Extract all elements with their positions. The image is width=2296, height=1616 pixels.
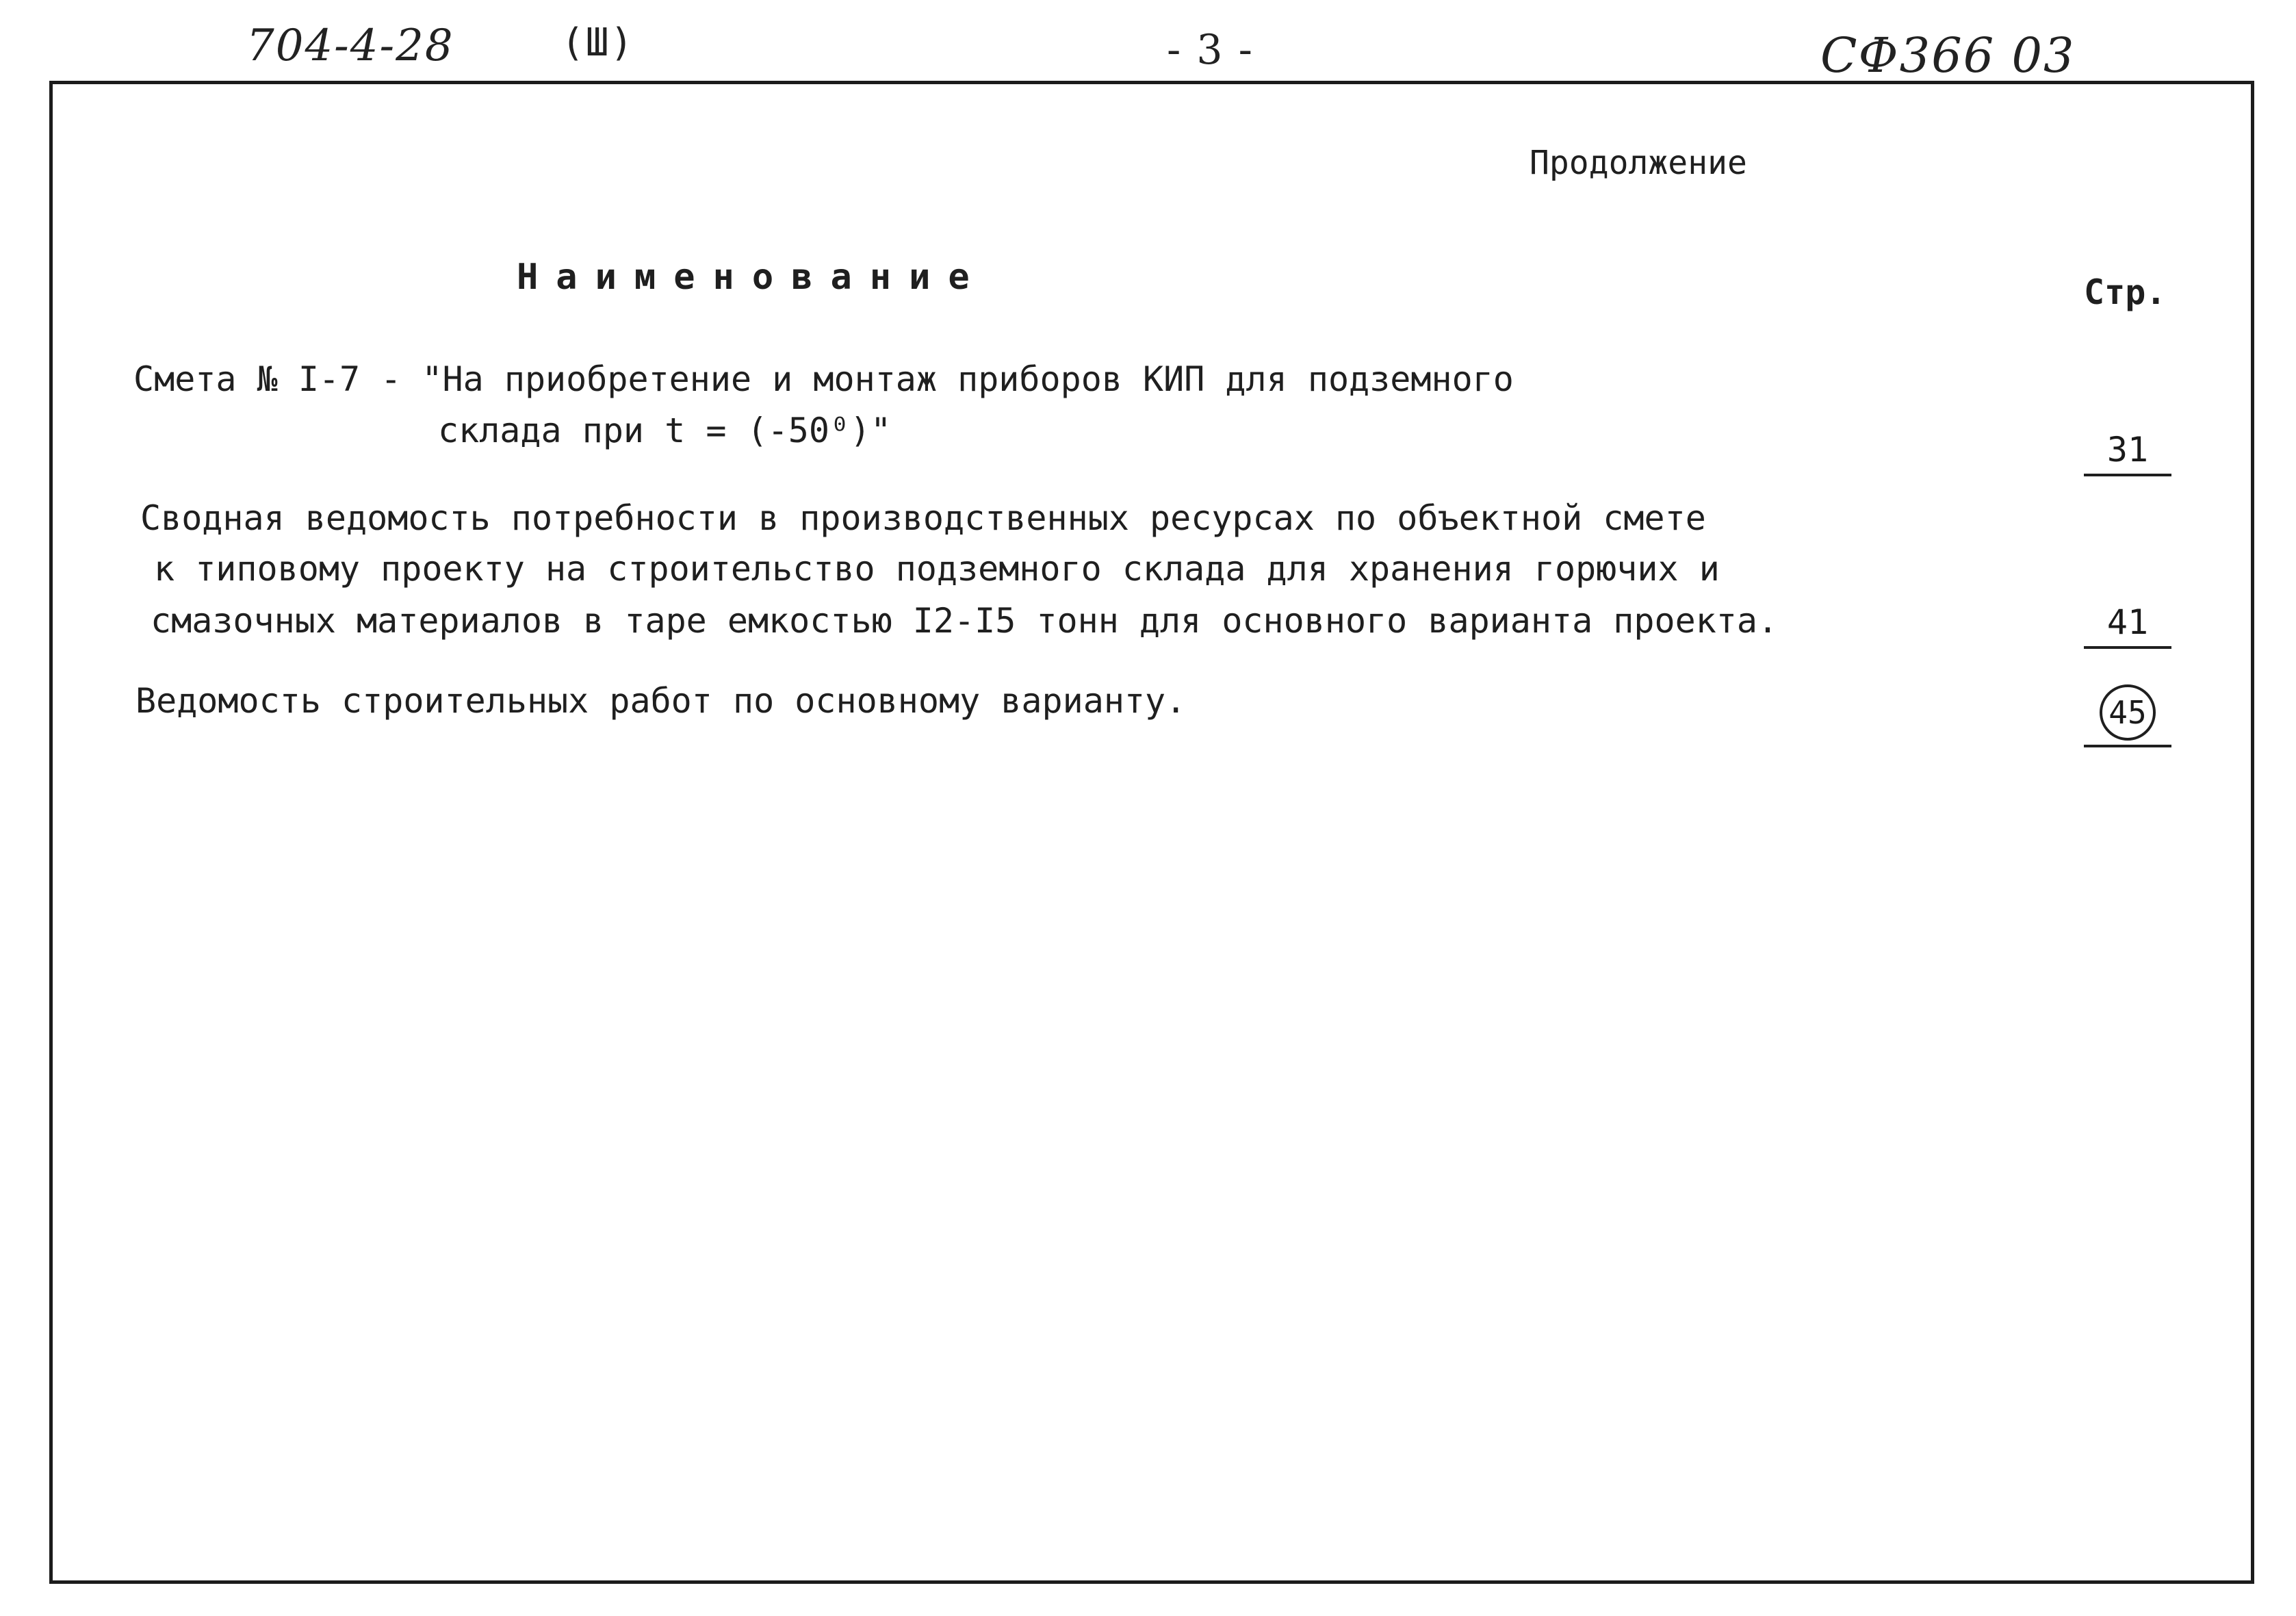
entry-3-page [2084, 684, 2171, 747]
entry-2-line-2: к типовому проекту на строительство подземного склада для хранения горючих и [154, 549, 1720, 589]
doc-stamp-code: СФ366 03 [1820, 27, 2076, 84]
doc-code: 704-4-28 [246, 21, 454, 71]
entry-2-line-3: смазочных материалов в таре емкостью I2-I5 тонн для основного варианта проекта. [151, 601, 1779, 641]
circled-page-number: 45 [2100, 684, 2156, 741]
entry-1-line-2: склада при t = (-50⁰)" [438, 411, 892, 450]
entry-3-line-1: Ведомость строительных работ по основному варианту. [136, 681, 1187, 721]
page-number: - 3 - [1167, 26, 1254, 74]
column-header-page: Стр. [2084, 272, 2167, 312]
document-frame [49, 81, 2254, 1584]
entry-2-line-1: Сводная ведомость потребности в производственных ресурсах по объектной смете [140, 498, 1706, 538]
entry-2-page: 41 [2084, 602, 2171, 649]
doc-part: (Ш) [561, 21, 635, 65]
entry-1-page: 31 [2084, 430, 2171, 476]
entry-1-line-1: Смета № I-7 - "На приобретение и монтаж приборов КИП для подземного [133, 359, 1514, 399]
column-header-name: Наименование [517, 257, 988, 298]
continuation-label: Продолжение [1530, 144, 1747, 182]
